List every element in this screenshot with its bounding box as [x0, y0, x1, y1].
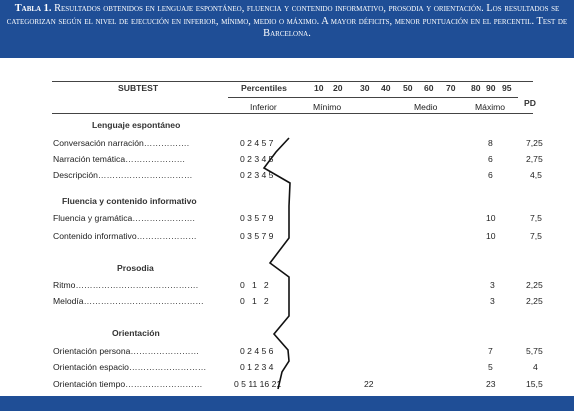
caption-label: Tabla 1.: [14, 3, 52, 14]
section-prosodia: Prosodia: [117, 263, 154, 273]
row-maximo-value: 23: [486, 379, 496, 389]
header-p90: 90: [486, 83, 496, 93]
row-label: Ritmo…………………………………….: [53, 280, 199, 290]
header-p20: 20: [333, 83, 343, 93]
row-inferior-values: 0 2 4 5 7: [240, 138, 274, 148]
header-inferior: Inferior: [250, 102, 277, 112]
header-percentiles: Percentiles: [241, 83, 287, 93]
row-maximo-value: 10: [486, 213, 496, 223]
row-pd: 7,5: [530, 213, 542, 223]
header-p70: 70: [446, 83, 456, 93]
row-pd: 2,25: [526, 296, 543, 306]
bottom-bar: [0, 396, 574, 411]
header-p95: 95: [502, 83, 512, 93]
table-caption: [0, 0, 574, 56]
row-pd: 15,5: [526, 379, 543, 389]
row-inferior-values: 0 1 2 3 4: [240, 362, 274, 372]
row-inferior-values: 0 3 5 7 9: [240, 231, 274, 241]
row-pd: 7,5: [530, 231, 542, 241]
header-p50: 50: [403, 83, 413, 93]
row-pd: 7,25: [526, 138, 543, 148]
row-maximo-value: 5: [488, 362, 493, 372]
header-p60: 60: [424, 83, 434, 93]
row-maximo-value: 6: [488, 170, 493, 180]
row-inferior-values: 0 3 5 7 9: [240, 213, 274, 223]
row-pd: 5,75: [526, 346, 543, 356]
header-p10: 10: [314, 83, 324, 93]
row-inferior-values: 0 1 2: [240, 296, 269, 306]
section-fluencia: Fluencia y contenido informativo: [62, 196, 197, 206]
row-maximo-value: 3: [490, 280, 495, 290]
row-inferior-values: 0 2 4 5 6: [240, 346, 274, 356]
row-medio-value: 22: [364, 379, 374, 389]
row-pd: 4,5: [530, 170, 542, 180]
row-inferior-values: 0 1 2: [240, 280, 269, 290]
row-label: Fluencia y gramática………………….: [53, 213, 195, 223]
header-p40: 40: [381, 83, 391, 93]
section-lenguaje: Lenguaje espontáneo: [92, 120, 181, 130]
header-maximo: Máximo: [475, 102, 506, 112]
row-label: Narración temática…………………: [53, 154, 186, 164]
row-maximo-value: 8: [488, 138, 493, 148]
row-maximo-value: 7: [488, 346, 493, 356]
section-orientacion: Orientación: [112, 328, 160, 338]
row-maximo-value: 6: [488, 154, 493, 164]
row-pd: 2,75: [526, 154, 543, 164]
header-p30: 30: [360, 83, 370, 93]
row-label: Melodía……………………………………: [53, 296, 204, 306]
row-label: Conversación narración…………….: [53, 138, 190, 148]
row-maximo-value: 10: [486, 231, 496, 241]
header-pd: PD: [524, 98, 536, 108]
row-maximo-value: 3: [490, 296, 495, 306]
percentile-profile-line: [0, 58, 574, 396]
header-minimo: Mínimo: [313, 102, 342, 112]
header-subtest: SUBTEST: [118, 83, 159, 93]
row-label: Orientación espacio………………………: [53, 362, 207, 372]
row-label: Orientación tiempo………………………: [53, 379, 203, 389]
row-inferior-values: 0 5 11 16 21: [234, 379, 282, 389]
caption-text: Resultados obtenidos en lenguaje espontáneo, fluencia y contenido informativo, prosodia y orientación. Los resultados se categorizan según el nivel de ejecución en inferior, mínimo, medio o máximo. A mayor déficits, menor puntuación en el percentil. Test de Barcelona.: [6, 3, 568, 39]
row-inferior-values: 0 2 3 4 5: [240, 154, 274, 164]
header-p80: 80: [471, 83, 481, 93]
row-pd: 4: [533, 362, 538, 372]
row-inferior-values: 0 2 3 4 5: [240, 170, 274, 180]
row-label: Contenido informativo…………………: [53, 231, 197, 241]
row-label: Orientación persona……………………: [53, 346, 200, 356]
row-label: Descripción……………………………: [53, 170, 193, 180]
table-area: [0, 58, 574, 396]
header-medio: Medio: [414, 102, 438, 112]
row-pd: 2,25: [526, 280, 543, 290]
